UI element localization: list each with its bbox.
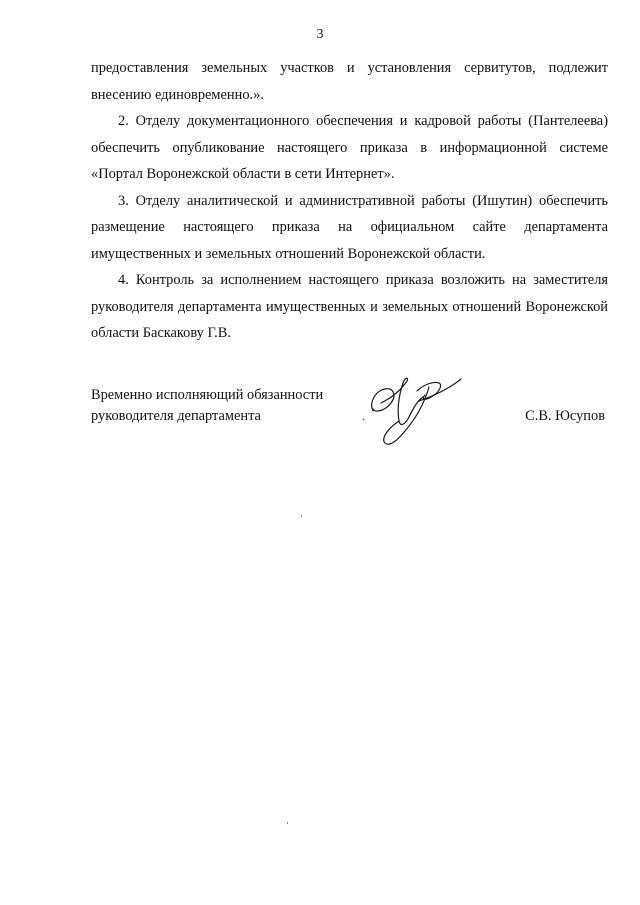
signer-title	[91, 385, 351, 427]
signature-block	[91, 385, 608, 465]
paragraph-item-3: 3. Отделу аналитической и административной работы (Ишутин) обеспечить размещение настоящего приказа на официальном сайте департамента имущественных и земельных отношений Воронежской области.	[91, 192, 608, 262]
document-body	[91, 55, 608, 347]
page-number: 3	[316, 27, 324, 42]
signer-title-line-2: руководителя департамента	[91, 408, 261, 424]
paragraph-item-2: 2. Отделу документационного обеспечения и кадровой работы (Пантелеева) обеспечить опубликование настоящего приказа в информационной системе «Портал Воронежской области в сети Интернет».	[91, 113, 608, 182]
signer-name: С.В. Юсупов	[525, 408, 605, 424]
scan-speck	[287, 822, 288, 824]
handwritten-signature	[359, 369, 469, 459]
paragraph-continuation: предоставления земельных участков и установления сервитутов, подлежит внесению единовременно.».	[91, 60, 608, 103]
scan-speck	[301, 515, 302, 517]
signer-title-line-1: Временно исполняющий обязанности	[91, 387, 324, 403]
paragraph-item-4: 4. Контроль за исполнением настоящего приказа возложить на заместителя руководителя департамента имущественных и земельных отношений Воронежской области Баскакову Г.В.	[91, 272, 608, 341]
